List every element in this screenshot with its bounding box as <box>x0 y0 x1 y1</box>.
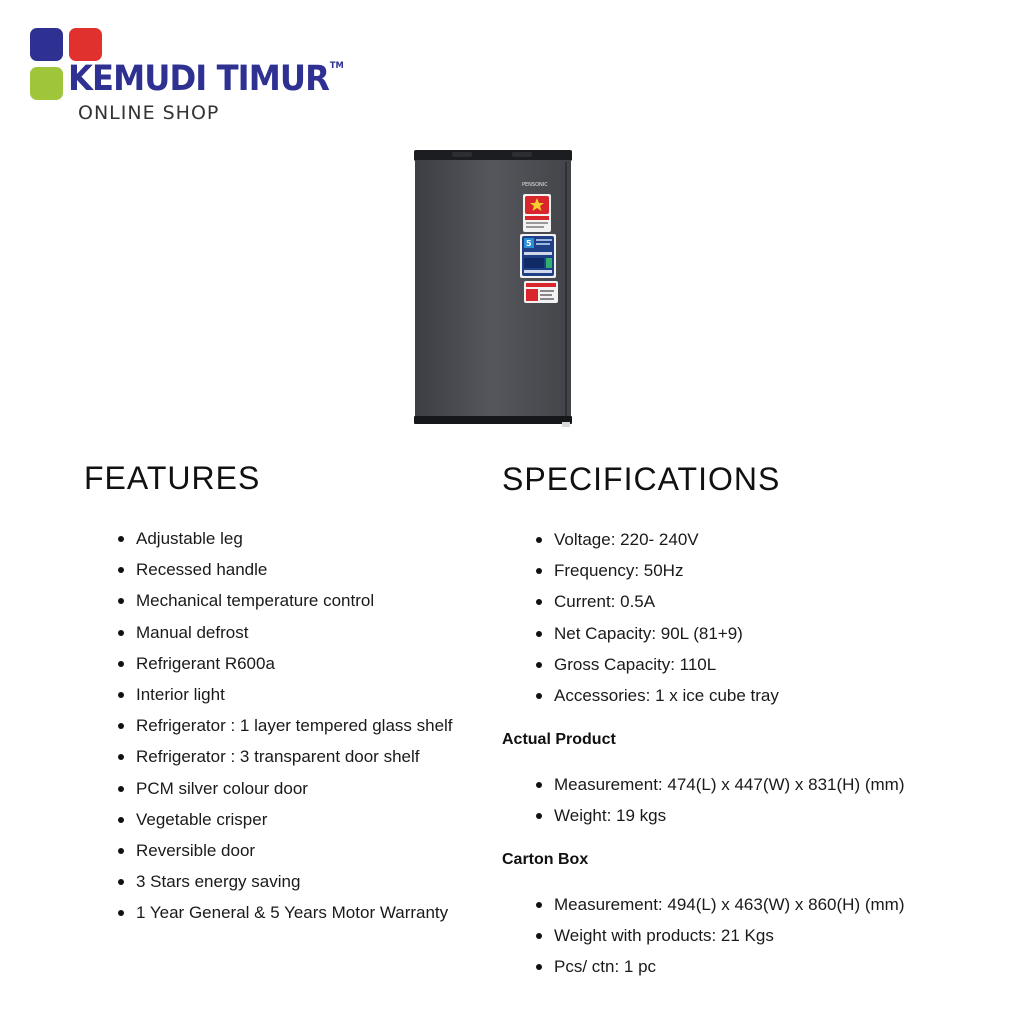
logo-blue-square <box>30 28 63 61</box>
feature-item: Refrigerator : 3 transparent door shelf <box>118 741 453 772</box>
svg-text:5: 5 <box>526 239 532 248</box>
carton-box-item: Weight with products: 21 Kgs <box>536 920 904 951</box>
feature-item: Adjustable leg <box>118 523 453 554</box>
carton-box-item: Measurement: 494(L) x 463(W) x 860(H) (mm) <box>536 889 904 920</box>
fridge-top-lid <box>414 150 572 161</box>
actual-product-list <box>536 769 904 831</box>
logo-subtitle: ONLINE SHOP <box>78 102 220 124</box>
actual-product-heading: Actual Product <box>502 731 616 748</box>
spec-item: Voltage: 220- 240V <box>536 524 779 555</box>
actual-product-item: Measurement: 474(L) x 447(W) x 831(H) (mm) <box>536 769 904 800</box>
spec-item: Gross Capacity: 110L <box>536 649 779 680</box>
feature-item: 3 Stars energy saving <box>118 866 453 897</box>
feature-item: Reversible door <box>118 835 453 866</box>
fridge-brand-label: PENSONIC <box>522 182 548 188</box>
feature-item: Mechanical temperature control <box>118 585 453 616</box>
energy-label-sticker <box>523 194 551 232</box>
spec-item: Frequency: 50Hz <box>536 555 779 586</box>
actual-product-item: Weight: 19 kgs <box>536 800 904 831</box>
specifications-title: SPECIFICATIONS <box>502 461 781 497</box>
fridge-leg <box>562 422 570 427</box>
logo-green-square <box>30 67 63 100</box>
fridge-hinge-right <box>512 152 532 157</box>
store-logo <box>28 26 344 126</box>
features-list <box>118 523 453 929</box>
feature-item: PCM silver colour door <box>118 773 453 804</box>
logo-trademark: TM <box>329 61 344 71</box>
features-title: FEATURES <box>84 460 261 496</box>
mini-fridge-icon <box>412 150 574 428</box>
info-sticker <box>524 281 558 303</box>
logo-brand-text: KEMUDI TIMUR <box>68 59 329 99</box>
feature-item: Recessed handle <box>118 554 453 585</box>
carton-box-list <box>536 889 904 983</box>
star-rating-sticker <box>520 234 556 278</box>
carton-box-item: Pcs/ ctn: 1 pc <box>536 951 904 982</box>
specifications-list <box>536 524 779 711</box>
logo-red-square <box>69 28 102 61</box>
spec-item: Current: 0.5A <box>536 586 779 617</box>
logo-brand-name <box>68 59 344 99</box>
feature-item: Interior light <box>118 679 453 710</box>
feature-item: Manual defrost <box>118 617 453 648</box>
spec-item: Net Capacity: 90L (81+9) <box>536 618 779 649</box>
fridge-hinge-left <box>452 152 472 157</box>
feature-item: Refrigerant R600a <box>118 648 453 679</box>
spec-item: Accessories: 1 x ice cube tray <box>536 680 779 711</box>
feature-item: 1 Year General & 5 Years Motor Warranty <box>118 897 453 928</box>
feature-item: Vegetable crisper <box>118 804 453 835</box>
fridge-base <box>414 416 572 424</box>
feature-item: Refrigerator : 1 layer tempered glass shelf <box>118 710 453 741</box>
carton-box-heading: Carton Box <box>502 851 589 868</box>
